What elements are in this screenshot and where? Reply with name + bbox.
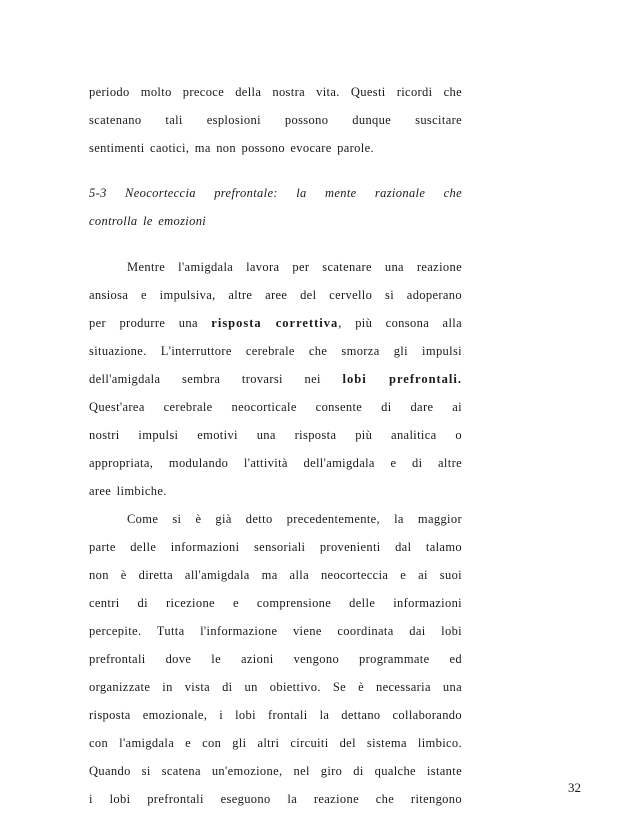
text-line: appropriata, modulando l'attività dell'amigdala e di altre [89,456,462,470]
text-line: parte delle informazioni sensoriali provenienti dal talamo [89,540,462,554]
text-line: prefrontali dove le azioni vengono programmate ed [89,652,462,666]
text-line: scatenano tali esplosioni possono dunque suscitare [89,113,462,127]
text-line: nostri impulsi emotivi una risposta più analitica o [89,428,462,442]
text-line: organizzate in vista di un obiettivo. Se è necessaria una [89,680,462,694]
text-line: risposta emozionale, i lobi frontali la dettano collaborando [89,708,462,722]
text-line: sentimenti caotici, ma non possono evocare parole. [89,141,374,155]
text-line: aree limbiche. [89,484,167,498]
text-line: Quando si scatena un'emozione, nel giro di qualche istante [89,764,462,778]
text-line: periodo molto precoce della nostra vita. Questi ricordi che [89,85,462,99]
text-line: Quest'area cerebrale neocorticale consente di dare ai [89,400,462,414]
text-line: Mentre l'amigdala lavora per scatenare una reazione [127,260,462,274]
text-line: Come si è già detto precedentemente, la maggior [127,512,462,526]
bold-term: risposta correttiva [211,316,339,330]
text-line: percepite. Tutta l'informazione viene coordinata dai lobi [89,624,462,638]
text-line [89,371,462,387]
text-line: ansiosa e impulsiva, altre aree del cervello si adoperano [89,288,462,302]
bold-term: lobi prefrontali. [342,372,463,386]
text-fragment: per produrre una [89,316,212,330]
section-heading: 5-3 Neocorteccia prefrontale: la mente razionale che [89,186,462,200]
text-line: con l'amigdala e con gli altri circuiti del sistema limbico. [89,736,462,750]
text-line [89,315,462,331]
section-heading: controlla le emozioni [89,214,207,228]
text-fragment: , più consona alla [338,316,462,330]
text-line: i lobi prefrontali eseguono la reazione che ritengono [89,792,462,806]
text-line: centri di ricezione e comprensione delle informazioni [89,596,462,610]
page-number: 32 [568,780,581,795]
text-fragment: dell'amigdala sembra trovarsi nei [89,372,343,386]
text-line: situazione. L'interruttore cerebrale che smorza gli impulsi [89,344,462,358]
text-line: non è diretta all'amigdala ma alla neocorteccia e ai suoi [89,568,462,582]
